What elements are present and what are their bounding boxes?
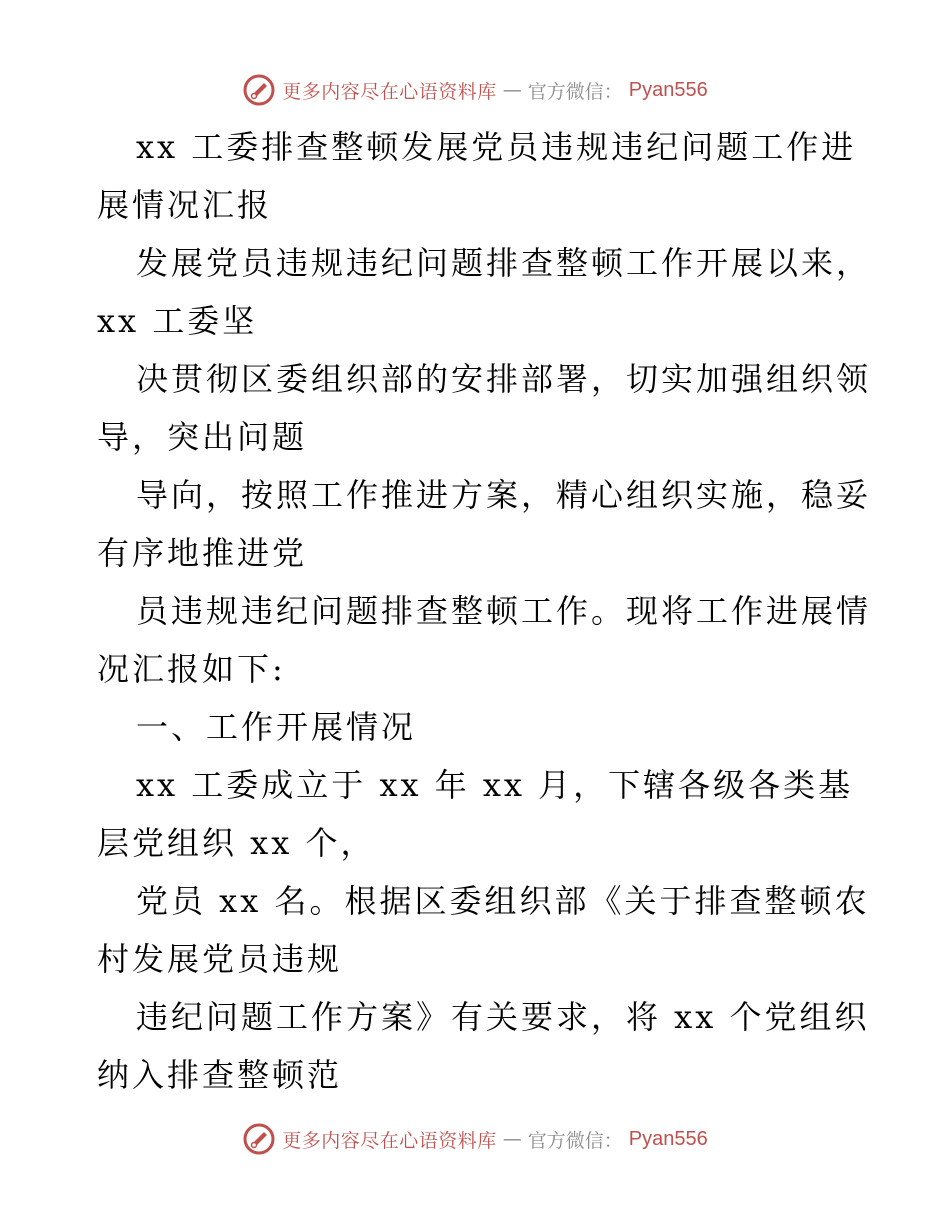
text-line: 层党组织 xx 个， (97, 824, 376, 862)
watermark-label: 官方微信： (527, 1129, 623, 1152)
brand-logo-icon (242, 73, 276, 107)
brand-logo-icon (242, 1122, 276, 1156)
text-line: 导，突出问题 (97, 418, 308, 456)
watermark-separator: — (502, 79, 522, 101)
text-line: 发展党员违规违纪问题排查整顿工作开展以来， (136, 244, 872, 282)
document-body (97, 118, 872, 1104)
text-line: xx 工委排查整顿发展党员违规违纪问题工作进 (136, 128, 857, 166)
watermark-wechat-id: Pyan556 (628, 1127, 708, 1150)
watermark-label: 官方微信： (527, 80, 623, 103)
text-line: 纳入排查整顿范 (97, 1056, 343, 1094)
text-line: 有序地推进党 (97, 534, 308, 572)
text-line: 决贯彻区委组织部的安排部署，切实加强组织领 (136, 360, 872, 398)
watermark-text: 更多内容尽在心语资料库 (282, 80, 497, 103)
text-line: xx 工委成立于 xx 年 xx 月，下辖各级各类基 (136, 766, 854, 804)
text-line: 违纪问题工作方案》有关要求，将 xx 个党组织 (136, 998, 870, 1036)
text-line: 一、工作开展情况 (136, 708, 417, 746)
text-line: 村发展党员违规 (97, 940, 343, 978)
watermark-separator: — (502, 1128, 522, 1150)
text-line: 党员 xx 名。根据区委组织部《关于排查整顿农 (136, 882, 870, 920)
text-line: 导向，按照工作推进方案，精心组织实施，稳妥 (136, 476, 872, 514)
text-line: 员违规违纪问题排查整顿工作。现将工作进展情 (136, 592, 872, 630)
footer-watermark (0, 1119, 950, 1159)
text-line: xx 工委坚 (97, 302, 258, 340)
header-watermark (0, 70, 950, 110)
watermark-wechat-id: Pyan556 (628, 78, 708, 101)
watermark-text: 更多内容尽在心语资料库 (282, 1129, 497, 1152)
text-line: 况汇报如下: (97, 650, 286, 688)
text-line: 展情况汇报 (97, 186, 273, 224)
